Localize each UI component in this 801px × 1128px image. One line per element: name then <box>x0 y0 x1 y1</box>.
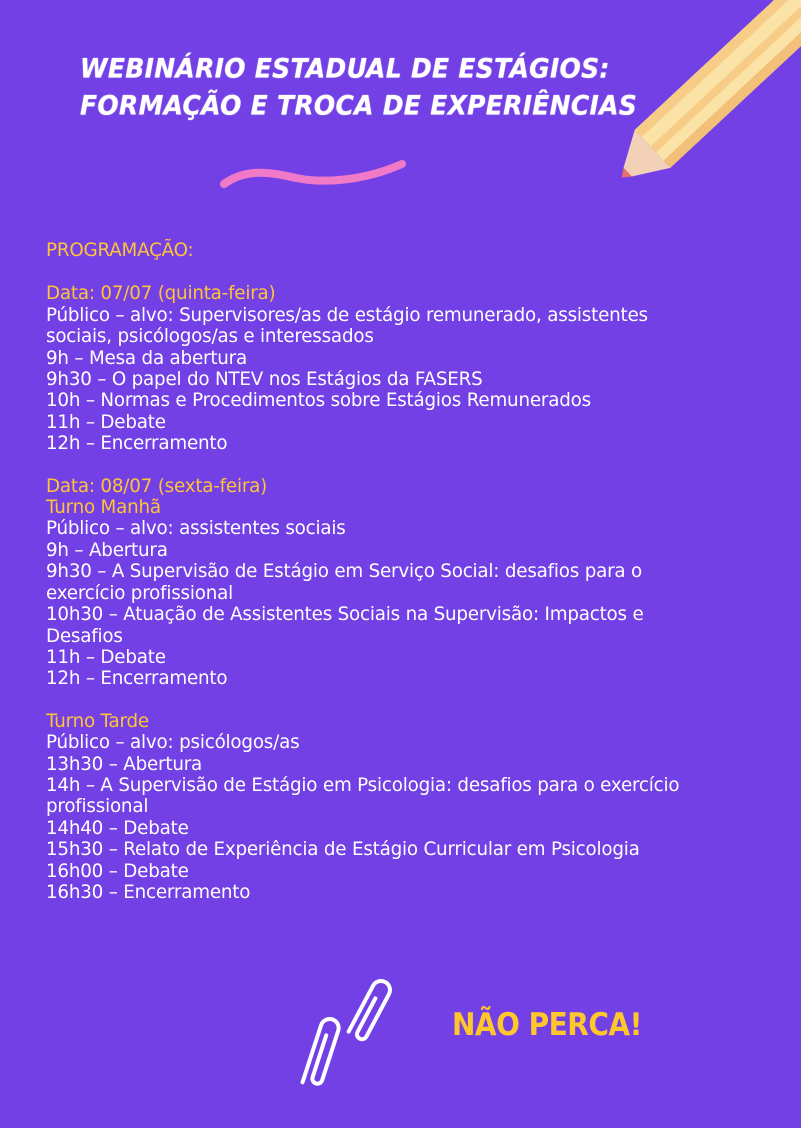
morning-item: 9h30 – A Supervisão de Estágio em Serviço Social: desafios para o exercício profissional <box>46 561 643 604</box>
morning-audience: Público – alvo: assistentes sociais <box>46 518 346 540</box>
day1-item: 11h – Debate <box>46 411 166 433</box>
day1-item: 9h – Mesa da abertura <box>46 347 247 369</box>
morning-item: 9h – Abertura <box>46 539 168 561</box>
pencil-icon <box>612 0 801 185</box>
afternoon-item: 14h – A Supervisão de Estágio em Psicologia: desafios para o exercício profissional <box>46 774 680 818</box>
day1-item: 10h – Normas e Procedimentos sobre Estágios Remunerados <box>46 390 591 412</box>
morning-item: 12h – Encerramento <box>46 668 228 690</box>
day1-item: 9h30 – O papel do NTEV nos Estágios da FASERS <box>46 369 483 391</box>
afternoon-label: Turno Tarde <box>46 710 149 732</box>
day2-date: Data: 08/07 (sexta-feira) <box>46 475 268 497</box>
program <box>46 240 766 903</box>
paperclip-icon <box>290 970 400 1095</box>
afternoon-item: 15h30 – Relato de Experiência de Estágio Curricular em Psicologia <box>46 839 640 861</box>
afternoon-item: 14h40 – Debate <box>46 817 189 839</box>
afternoon-audience: Público – alvo: psicólogos/as <box>46 732 300 754</box>
title-line-2: FORMAÇÃO E TROCA DE EXPERIÊNCIAS <box>80 90 638 121</box>
day1-audience: Público – alvo: Supervisores/as de estágio remunerado, assistentes sociais, psicólogos/as e interessados <box>46 304 648 348</box>
program-heading: PROGRAMAÇÃO: <box>46 240 194 261</box>
afternoon-item: 16h00 – Debate <box>46 860 189 882</box>
morning-item: 11h – Debate <box>46 646 166 668</box>
day1-date: Data: 07/07 (quinta-feira) <box>46 283 276 305</box>
day1-item: 12h – Encerramento <box>46 433 228 455</box>
squiggle-line <box>216 156 412 196</box>
title-line-1: WEBINÁRIO ESTADUAL DE ESTÁGIOS: <box>80 53 610 84</box>
afternoon-item: 13h30 – Abertura <box>46 753 203 775</box>
morning-item: 10h30 – Atuação de Assistentes Sociais na Supervisão: Impactos e Desafios <box>46 604 644 647</box>
afternoon-item: 16h30 – Encerramento <box>46 881 251 903</box>
page-title <box>80 50 638 124</box>
morning-label: Turno Manhã <box>46 497 161 519</box>
cta-text: NÃO PERCA! <box>452 1006 642 1043</box>
